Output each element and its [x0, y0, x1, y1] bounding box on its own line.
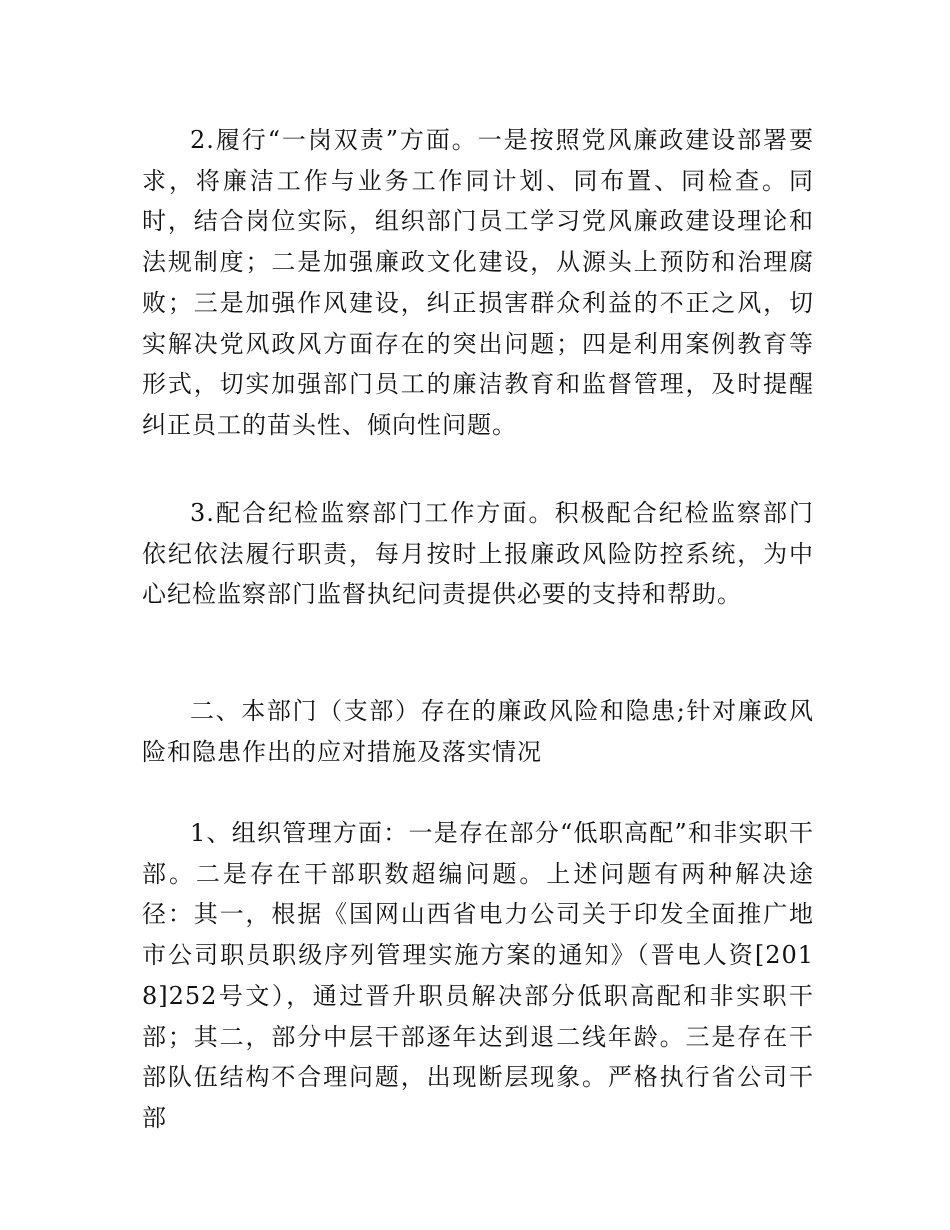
section-heading-risks: 二、本部门（支部）存在的廉政风险和隐患;针对廉政风险和隐患作出的应对措施及落实情况: [142, 697, 814, 766]
paragraph-duties: 2.履行“一岗双责”方面。一是按照党风廉政建设部署要求，将廉洁工作与业务工作同计划、同布置、同检查。同时，结合岗位实际，组织部门员工学习党风廉政建设理论和法规制度；二是加强廉政文化建设，从源头上预防和治理腐败；三是加强作风建设，纠正损害群众利益的不正之风，切实解决党风政风方面存在的突出问题；四是利用案例教育等形式，切实加强部门员工的廉洁教育和监督管理，及时提醒纠正员工的苗头性、倾向性问题。: [142, 126, 814, 439]
paragraph-organization-management: 1、组织管理方面：一是存在部分“低职高配”和非实职干部。二是存在干部职数超编问题。上述问题有两种解决途径：其一，根据《国网山西省电力公司关于印发全面推广地市公司职员职级序列管理实施方案的通知》（晋电人资[2018]252号文），通过晋升职员解决部分低职高配和非实职干部；其二，部分中层干部逐年达到退二线年龄。三是存在干部队伍结构不合理问题，出现断层现象。严格执行省公司干部: [142, 819, 814, 1132]
paragraph-discipline-cooperation: 3.配合纪检监察部门工作方面。积极配合纪检监察部门依纪依法履行职责，每月按时上报廉政风险防控系统，为中心纪检监察部门监督执纪问责提供必要的支持和帮助。: [142, 499, 814, 609]
